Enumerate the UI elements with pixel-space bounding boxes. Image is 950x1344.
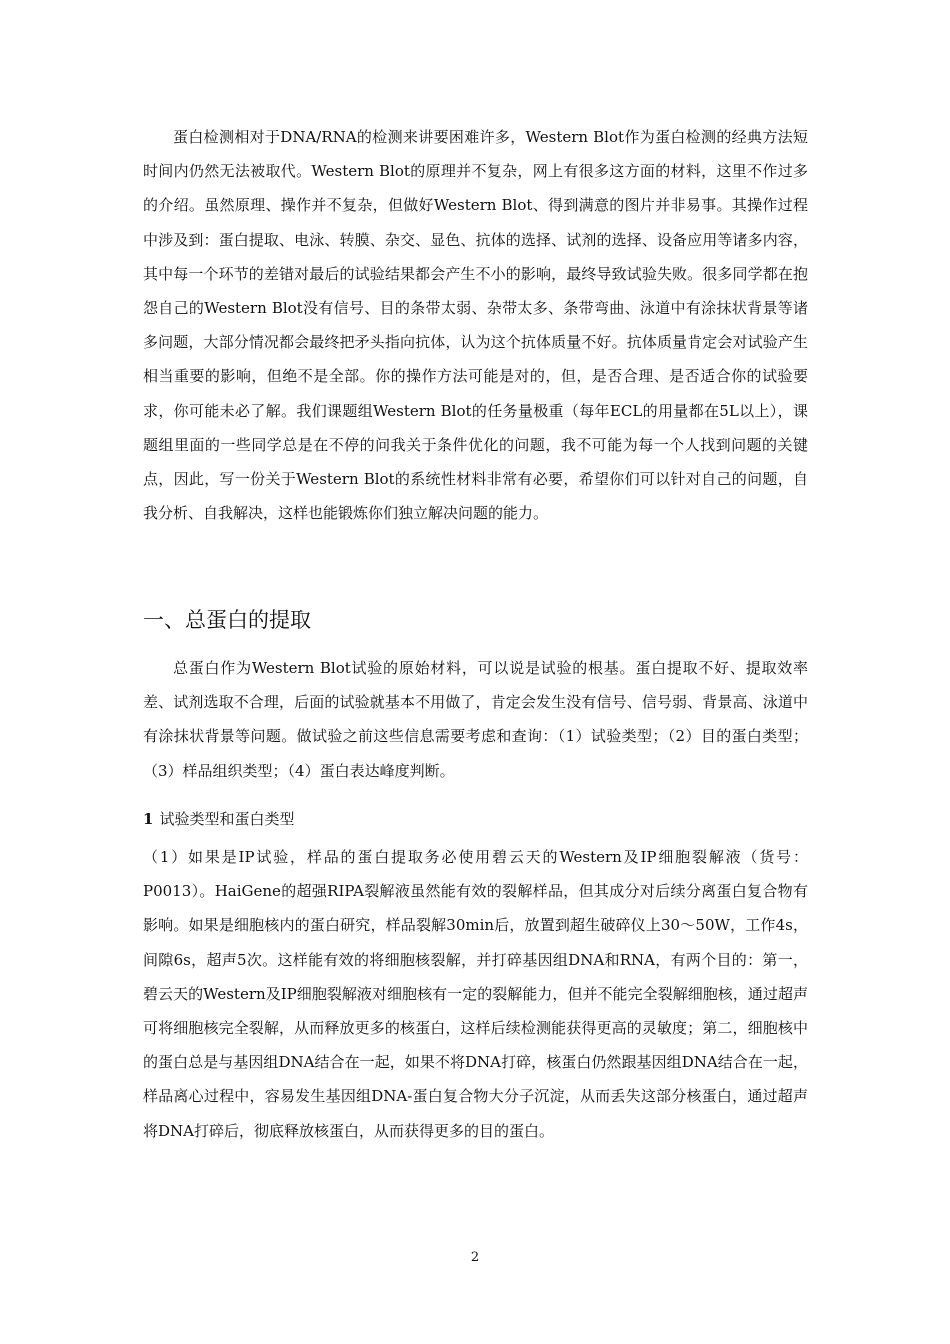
item-paragraph: （1）如果是IP试验，样品的蛋白提取务必使用碧云天的Western及IP细胞裂解液（货号：P0013）。HaiGene的超强RIPA裂解液虽然能有效的裂解样品，但其成分对后续分离蛋白复合物有影响。如果是细胞核内的蛋白研究，样品裂解30min后，放置到超生破碎仪上30～50W，工作4s，间隙6s，超声5次。这样能有效的将细胞核裂解，并打碎基因组DNA和RNA，有两个目的：第一，碧云天的Western及IP细胞裂解液对细胞核有一定的裂解能力，但并不能完全裂解细胞核，通过超声可将细胞核完全裂解，从而释放更多的核蛋白，这样后续检测能获得更高的灵敏度；第二，细胞核中的蛋白总是与基因组DNA结合在一起，如果不将DNA打碎，核蛋白仍然跟基因组DNA结合在一起，样品离心过程中，容易发生基因组DNA-蛋白复合物大分子沉淀，从而丢失这部分核蛋白，通过超声将DNA打碎后，彻底释放核蛋白，从而获得更多的目的蛋白。	[143, 848, 808, 1140]
section-paragraph: 总蛋白作为Western Blot试验的原始材料，可以说是试验的根基。蛋白提取不好、提取效率差、试剂选取不合理，后面的试验就基本不用做了，肯定会发生没有信号、信号弱、背景高、泳道中有涂抹状背景等问题。做试验之前这些信息需要考虑和查询：（1）试验类型；（2）目的蛋白类型；（3）样品组织类型；（4）蛋白表达峰度判断。	[143, 659, 808, 780]
subsection-number: 1	[143, 810, 154, 828]
page-number: 2	[470, 1250, 480, 1265]
section-heading: 一、总蛋白的提取	[143, 608, 311, 632]
subsection-heading	[143, 802, 294, 836]
intro-paragraph: 蛋白检测相对于DNA/RNA的检测来讲要困难许多，Western Blot作为蛋白检测的经典方法短时间内仍然无法被取代。Western Blot的原理并不复杂，网上有很多这方面的材料，这里不作过多的介绍。虽然原理、操作并不复杂，但做好Western Blot、得到满意的图片并非易事。其操作过程中涉及到：蛋白提取、电泳、转膜、杂交、显色、抗体的选择、试剂的选择、设备应用等诸多内容，其中每一个环节的差错对最后的试验结果都会产生不小的影响，最终导致试验失败。很多同学都在抱怨自己的Western Blot没有信号、目的条带太弱、杂带太多、条带弯曲、泳道中有涂抹状背景等诸多问题，大部分情况都会最终把矛头指向抗体，认为这个抗体质量不好。抗体质量肯定会对试验产生相当重要的影响，但绝不是全部。你的操作方法可能是对的，但，是否合理、是否适合你的试验要求，你可能未必了解。我们课题组Western Blot的任务量极重（每年ECL的用量都在5L以上），课题组里面的一些同学总是在不停的问我关于条件优化的问题，我不可能为每一个人找到问题的关键点，因此，写一份关于Western Blot的系统性材料非常有必要，希望你们可以针对自己的问题，自我分析、自我解决，这样也能锻炼你们独立解决问题的能力。	[143, 128, 808, 523]
subsection-title: 试验类型和蛋白类型	[159, 810, 295, 828]
